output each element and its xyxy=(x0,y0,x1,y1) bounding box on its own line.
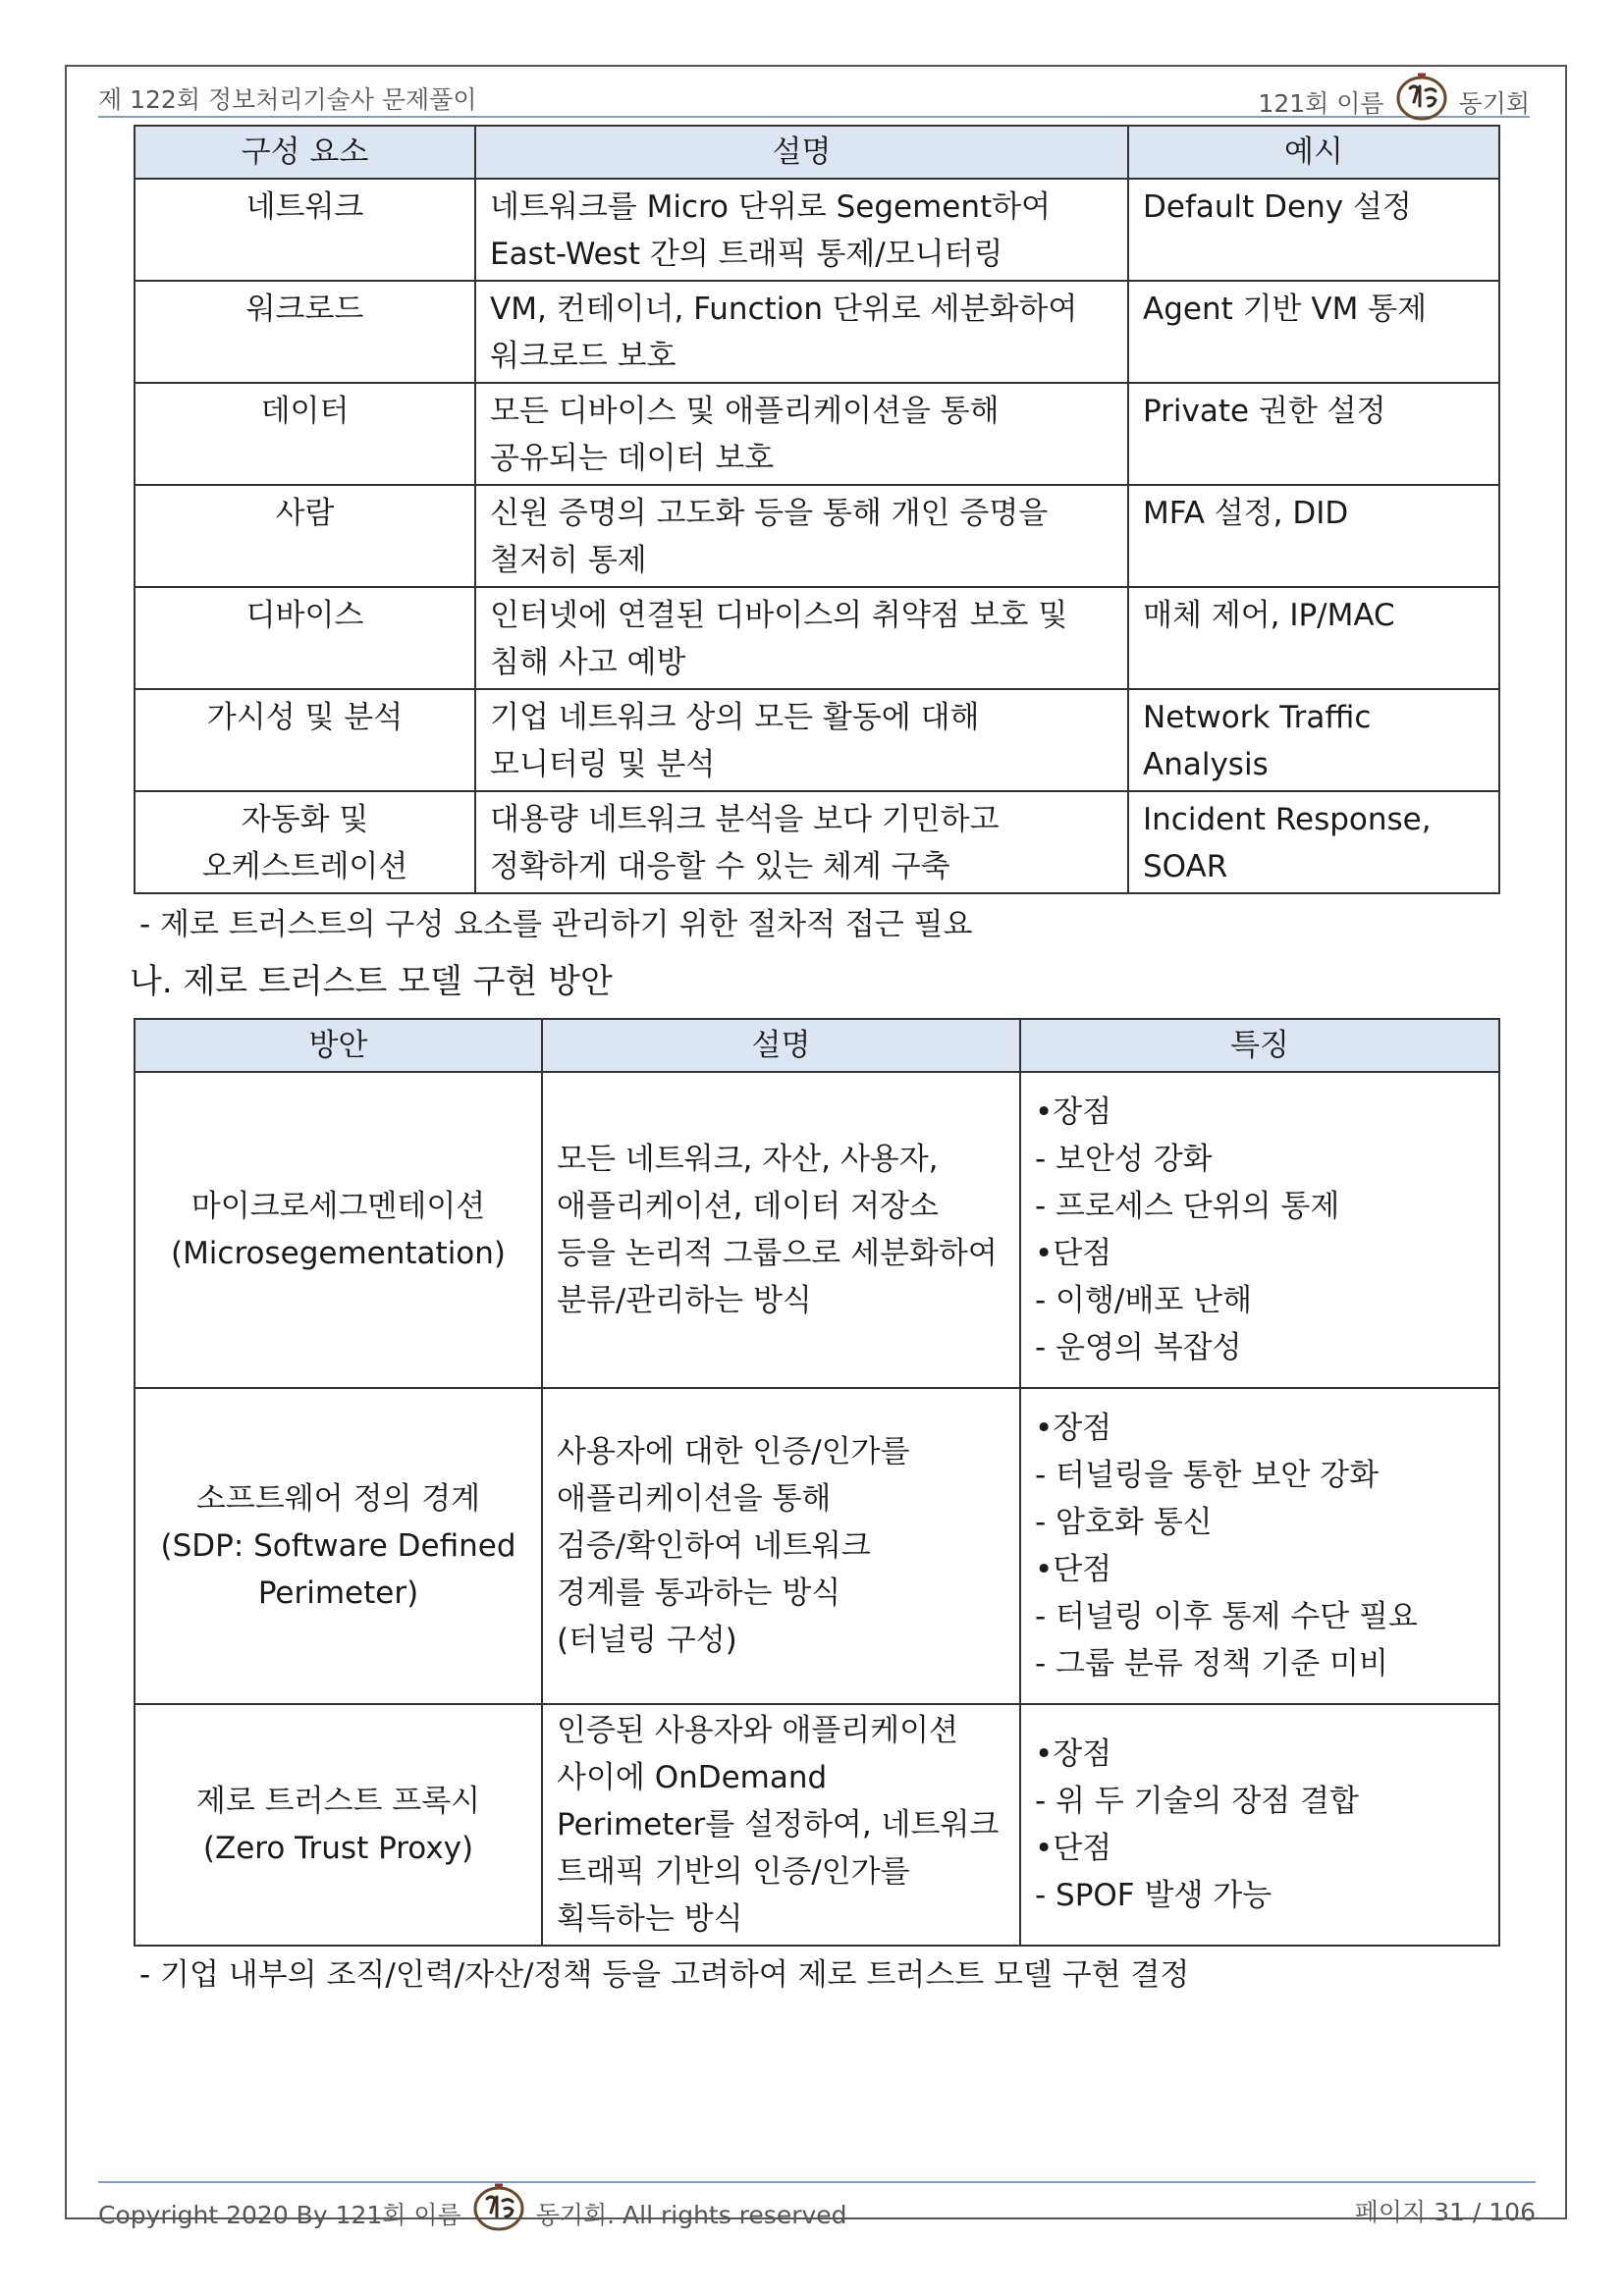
header-description: 설명 xyxy=(475,126,1128,179)
footer-left-prefix: Copyright 2020 By 121회 이름 xyxy=(98,2201,461,2229)
table-row xyxy=(135,281,1499,383)
description-cell-line: 네트워크를 Micro 단위로 Segement하여 xyxy=(490,189,1052,225)
description-cell-line: 사이에 OnDemand xyxy=(557,1760,828,1795)
footer-copyright xyxy=(98,2193,847,2234)
page-header xyxy=(98,77,1530,118)
header-method: 방안 xyxy=(135,1019,542,1072)
component-cell xyxy=(135,587,475,689)
component-cell xyxy=(135,689,475,791)
description-cell-line: 인터넷에 연결된 디바이스의 취약점 보호 및 xyxy=(490,598,1068,633)
component-cell xyxy=(135,485,475,587)
method-cell-line: (Microsegementation) xyxy=(170,1236,507,1271)
description-cell xyxy=(542,1704,1020,1946)
features-cell-line: - 암호화 통신 xyxy=(1035,1505,1213,1540)
header-title: 제 122회 정보처리기술사 문제풀이 xyxy=(98,85,477,114)
header-right xyxy=(1258,80,1530,124)
description-cell-line: 애플리케이션, 데이터 저장소 xyxy=(557,1189,939,1224)
description-cell-line: 신원 증명의 고도화 등을 통해 개인 증명을 xyxy=(490,496,1049,531)
features-cell-line: - 보안성 강화 xyxy=(1035,1142,1213,1177)
table-row xyxy=(135,1072,1499,1388)
example-cell-line: Agent 기반 VM 통제 xyxy=(1143,292,1428,327)
features-cell-line: •단점 xyxy=(1035,1552,1112,1587)
component-cell-line: 사람 xyxy=(275,496,335,531)
features-cell-line: •장점 xyxy=(1035,1411,1112,1446)
features-cell-line: - 프로세스 단위의 통제 xyxy=(1035,1189,1340,1224)
example-cell xyxy=(1128,689,1499,791)
example-cell-line: Network Traffic xyxy=(1143,700,1372,735)
description-cell xyxy=(475,689,1128,791)
component-cell-line: 워크로드 xyxy=(245,292,364,327)
page-footer xyxy=(98,2181,1536,2240)
table-row xyxy=(135,689,1499,791)
table-row xyxy=(135,179,1499,281)
table-row xyxy=(135,485,1499,587)
description-cell-line: 애플리케이션을 통해 xyxy=(557,1481,832,1517)
description-cell xyxy=(475,179,1128,281)
method-cell-line: Perimeter) xyxy=(257,1575,419,1611)
features-cell-line: •단점 xyxy=(1035,1831,1112,1866)
method-cell xyxy=(135,1072,542,1388)
description-cell-line: 침해 사고 예방 xyxy=(490,645,686,680)
component-cell-line: 자동화 및 xyxy=(241,802,369,837)
example-cell xyxy=(1128,281,1499,383)
example-cell xyxy=(1128,791,1499,893)
description-cell-line: 모든 디바이스 및 애플리케이션을 통해 xyxy=(490,394,1000,429)
header-right-prefix: 121회 이름 xyxy=(1258,89,1384,118)
table-row xyxy=(135,383,1499,485)
component-cell-line: 데이터 xyxy=(260,394,350,429)
features-cell-line: - 그룹 분류 정책 기준 미비 xyxy=(1035,1646,1388,1682)
features-cell xyxy=(1020,1704,1499,1946)
example-cell-line: Analysis xyxy=(1143,747,1269,782)
description-cell xyxy=(475,791,1128,893)
example-cell-line: Private 권한 설정 xyxy=(1143,394,1386,429)
features-cell-line: - 이행/배포 난해 xyxy=(1035,1283,1253,1318)
features-cell-line: •단점 xyxy=(1035,1236,1112,1271)
table-row xyxy=(135,587,1499,689)
ireum-seal-logo-icon xyxy=(467,2179,530,2234)
features-cell-line: - 터널링을 통한 보안 강화 xyxy=(1035,1458,1380,1493)
description-cell-line: VM, 컨테이너, Function 단위로 세분화하여 xyxy=(490,292,1078,327)
example-cell xyxy=(1128,179,1499,281)
example-cell-line: Default Deny 설정 xyxy=(1143,189,1412,225)
method-cell-line: 소프트웨어 정의 경계 xyxy=(195,1481,481,1517)
table-row xyxy=(135,1388,1499,1704)
description-cell-line: 기업 네트워크 상의 모든 활동에 대해 xyxy=(490,700,980,735)
method-cell xyxy=(135,1388,542,1704)
description-cell-line: 사용자에 대한 인증/인가를 xyxy=(557,1434,910,1469)
description-cell-line: 워크로드 보호 xyxy=(490,339,677,374)
page-number: 페이지 31 / 106 xyxy=(1354,2198,1536,2226)
table-row xyxy=(135,1704,1499,1946)
component-cell xyxy=(135,791,475,893)
example-cell-line: MFA 설정, DID xyxy=(1143,496,1349,531)
method-cell-line: 제로 트러스트 프록시 xyxy=(195,1784,481,1819)
components-note: - 제로 트러스트의 구성 요소를 관리하기 위한 절차적 접근 필요 xyxy=(139,907,973,942)
description-cell-line: 대용량 네트워크 분석을 보다 기민하고 xyxy=(490,802,1000,837)
example-cell xyxy=(1128,587,1499,689)
description-cell-line: 분류/관리하는 방식 xyxy=(557,1283,812,1318)
component-cell xyxy=(135,179,475,281)
method-cell-line: (SDP: Software Defined xyxy=(160,1528,516,1564)
example-cell xyxy=(1128,383,1499,485)
section-title: 나. 제로 트러스트 모델 구현 방안 xyxy=(130,962,613,1001)
description-cell-line: Perimeter를 설정하여, 네트워크 xyxy=(557,1807,1000,1842)
component-cell-line: 디바이스 xyxy=(245,598,364,633)
implementation-table xyxy=(134,1018,1500,1947)
component-cell-line: 가시성 및 분석 xyxy=(206,700,404,735)
method-cell-line: (Zero Trust Proxy) xyxy=(202,1831,474,1866)
component-cell-line: 네트워크 xyxy=(245,189,364,225)
header-component: 구성 요소 xyxy=(135,126,475,179)
description-cell-line: (터널링 구성) xyxy=(557,1623,737,1658)
description-cell-line: 정확하게 대응할 수 있는 체계 구축 xyxy=(490,849,950,884)
description-cell xyxy=(475,485,1128,587)
method-cell xyxy=(135,1704,542,1946)
description-cell xyxy=(542,1072,1020,1388)
header-description: 설명 xyxy=(542,1019,1020,1072)
description-cell-line: 공유되는 데이터 보호 xyxy=(490,441,775,476)
description-cell-line: 검증/확인하여 네트워크 xyxy=(557,1528,871,1564)
description-cell-line: 모니터링 및 분석 xyxy=(490,747,716,782)
features-cell xyxy=(1020,1072,1499,1388)
features-cell-line: - 위 두 기술의 장점 결합 xyxy=(1035,1784,1359,1819)
component-cell xyxy=(135,383,475,485)
example-cell-line: Incident Response, xyxy=(1143,802,1432,837)
features-cell xyxy=(1020,1388,1499,1704)
description-cell-line: 인증된 사용자와 애플리케이션 xyxy=(557,1713,959,1748)
method-cell-line: 마이크로세그멘테이션 xyxy=(190,1189,486,1224)
example-cell-line: 매체 제어, IP/MAC xyxy=(1143,598,1395,633)
implementation-note: - 기업 내부의 조직/인력/자산/정책 등을 고려하여 제로 트러스트 모델 구현 결정 xyxy=(139,1957,1190,1993)
features-cell-line: •장점 xyxy=(1035,1736,1112,1772)
features-cell-line: - 터널링 이후 통제 수단 필요 xyxy=(1035,1599,1418,1634)
description-cell-line: 등을 논리적 그룹으로 세분화하여 xyxy=(557,1236,998,1271)
table-header-row xyxy=(135,1019,1499,1072)
description-cell-line: 모든 네트워크, 자산, 사용자, xyxy=(557,1142,939,1177)
table-header-row xyxy=(135,126,1499,179)
example-cell xyxy=(1128,485,1499,587)
header-features: 특징 xyxy=(1020,1019,1499,1072)
header-example: 예시 xyxy=(1128,126,1499,179)
table-row xyxy=(135,791,1499,893)
example-cell-line: SOAR xyxy=(1143,849,1228,884)
component-cell-line: 오케스트레이션 xyxy=(201,849,408,884)
features-cell-line: - 운영의 복잡성 xyxy=(1035,1330,1242,1365)
description-cell xyxy=(475,587,1128,689)
header-right-suffix: 동기회 xyxy=(1458,89,1530,118)
features-cell-line: •장점 xyxy=(1035,1095,1112,1130)
description-cell xyxy=(475,281,1128,383)
footer-left-suffix: 동기회. All rights reserved xyxy=(535,2201,847,2229)
description-cell-line: 트래픽 기반의 인증/인가를 xyxy=(557,1854,910,1890)
description-cell-line: 철저히 통제 xyxy=(490,543,647,578)
components-table xyxy=(134,125,1500,894)
description-cell-line: 획득하는 방식 xyxy=(557,1901,743,1937)
description-cell xyxy=(542,1388,1020,1704)
description-cell xyxy=(475,383,1128,485)
ireum-seal-logo-icon xyxy=(1390,69,1453,124)
component-cell xyxy=(135,281,475,383)
description-cell-line: 경계를 통과하는 방식 xyxy=(557,1575,841,1611)
description-cell-line: East-West 간의 트래픽 통제/모니터링 xyxy=(490,237,1003,272)
features-cell-line: - SPOF 발생 가능 xyxy=(1035,1878,1272,1913)
